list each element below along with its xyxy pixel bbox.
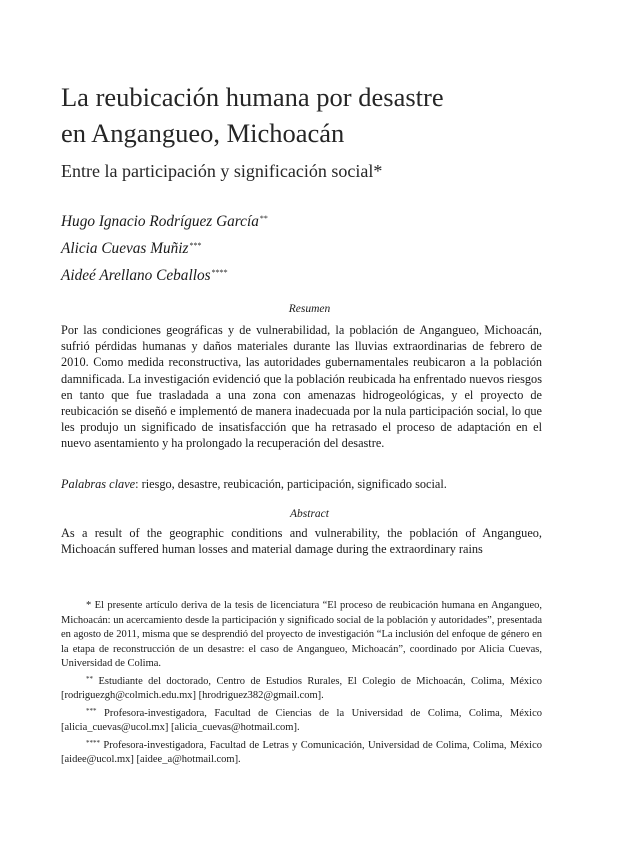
- author-footnote-mark: ***: [189, 241, 202, 250]
- article-subtitle: Entre la participación y significación social*: [61, 161, 383, 181]
- footnote: * El presente artículo deriva de la tesis de licenciatura “El proceso de reubicación humana en Angangueo, Michoacán: un acercamiento desde la participación y significado social de la población y autoridades”, presentada en agosto de 2011, misma que se desprendió del proyecto de investigación “La inclusión del enfoque de género en la etapa de reconstrucción de un desastre: el caso de Angangueo, Michoacán”, coordinado por Alicia Cuevas, Universidad de Colima.: [61, 600, 542, 669]
- footnote-mark: **: [86, 674, 93, 683]
- author: Aideé Arellano Ceballos****: [61, 267, 228, 284]
- footnotes: [61, 599, 542, 768]
- abstract-heading: Abstract: [290, 508, 329, 520]
- title-line-2: en Angangueo, Michoacán: [61, 118, 345, 148]
- author-footnote-mark: ****: [211, 268, 228, 277]
- footnote-mark: ****: [86, 738, 100, 747]
- footnote: ** Estudiante del doctorado, Centro de Estudios Rurales, El Colegio de Michoacán, Colima, México [rodriguezgh@colmich.edu.mx] [hrodriguez382@gmail.com].: [61, 674, 543, 701]
- article-title: [61, 79, 561, 151]
- abstract-text: As a result of the geographic conditions and vulnerability, the población of Angangueo, Michoacán suffered human losses and material damage during the extraordinary rains: [61, 526, 542, 557]
- keywords-text: : riesgo, desastre, reubicación, participación, significado social.: [135, 477, 447, 491]
- author: Hugo Ignacio Rodríguez García**: [61, 213, 268, 230]
- footnote: **** Profesora-investigadora, Facultad de Letras y Comunicación, Universidad de Colima, Colima, México [aidee@ucol.mx] [aidee_a@hotmail.com].: [61, 738, 542, 765]
- footnote-mark: ***: [86, 706, 97, 715]
- author-list: [61, 207, 268, 288]
- resumen-heading: Resumen: [288, 303, 331, 315]
- author: Alicia Cuevas Muñiz***: [61, 240, 202, 257]
- author-footnote-mark: **: [259, 214, 268, 223]
- keywords-label: Palabras clave: [61, 477, 136, 491]
- footnote: *** Profesora-investigadora, Facultad de Ciencias de la Universidad de Colima, Colima, México [alicia_cuevas@ucol.mx] [alicia_cuevas@hotmail.com].: [61, 706, 542, 733]
- keywords: [61, 476, 542, 492]
- footnote-mark: *: [86, 600, 92, 611]
- resumen-text: Por las condiciones geográficas y de vulnerabilidad, la población de Angangueo, Michoacán, sufrió pérdidas humanas y daños materiales durante las lluvias extraordinarias de febrero de 2010. Como medida reconstructiva, las autoridades gubernamentales reubicaron a la población damnificada. La investigación evidenció que la población reubicada ha enfrentado nuevos riesgos en tanto que fue trasladada a una zona con amenazas hidrogeológicas, y el proyecto de reubicación se diseñó e implementó de manera inadecuada por la nula participación social, lo que les produjo un significado de insatisfacción que ha retrasado el proceso de adaptación en el nuevo asentamiento y ha prolongado la recuperación del desastre.: [61, 323, 542, 451]
- title-line-1: La reubicación humana por desastre: [61, 82, 444, 112]
